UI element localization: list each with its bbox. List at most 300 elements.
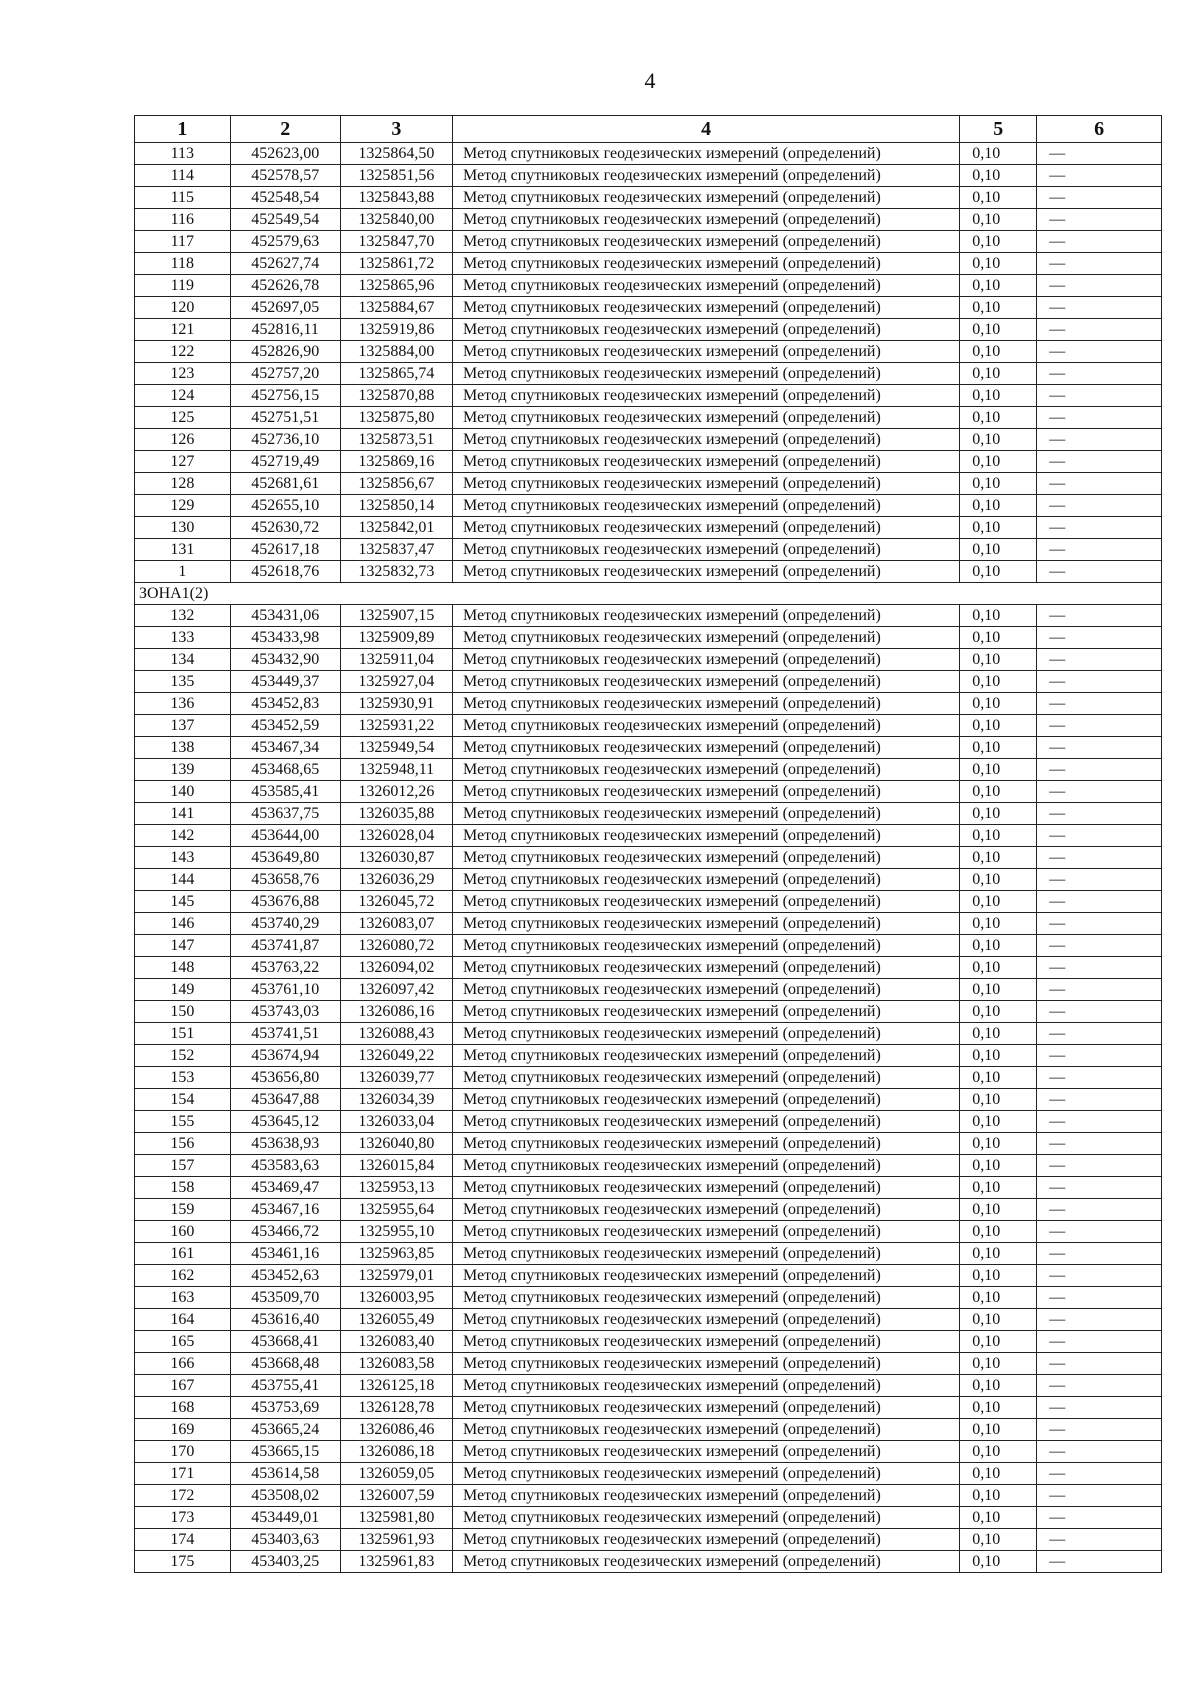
table-row [135, 1045, 1162, 1067]
note-cell: — [1037, 1089, 1162, 1111]
point-number-cell: 164 [135, 1309, 231, 1331]
accuracy-cell: 0,10 [960, 759, 1037, 781]
y-coordinate-cell: 1326080,72 [340, 935, 452, 957]
accuracy-cell: 0,10 [960, 1397, 1037, 1419]
accuracy-cell: 0,10 [960, 165, 1037, 187]
table-row [135, 363, 1162, 385]
table-row [135, 1551, 1162, 1573]
x-coordinate-cell: 453665,24 [230, 1419, 340, 1441]
note-cell: — [1037, 165, 1162, 187]
y-coordinate-cell: 1326083,07 [340, 913, 452, 935]
y-coordinate-cell: 1326035,88 [340, 803, 452, 825]
note-cell: — [1037, 1155, 1162, 1177]
note-cell: — [1037, 979, 1162, 1001]
point-number-cell: 168 [135, 1397, 231, 1419]
accuracy-cell: 0,10 [960, 275, 1037, 297]
note-cell: — [1037, 1001, 1162, 1023]
point-number-cell: 116 [135, 209, 231, 231]
accuracy-cell: 0,10 [960, 627, 1037, 649]
note-cell: — [1037, 1243, 1162, 1265]
note-cell: — [1037, 1375, 1162, 1397]
note-cell: — [1037, 539, 1162, 561]
x-coordinate-cell: 452630,72 [230, 517, 340, 539]
method-cell: Метод спутниковых геодезических измерений (определений) [453, 429, 960, 451]
note-cell: — [1037, 1309, 1162, 1331]
table-row [135, 1221, 1162, 1243]
accuracy-cell: 0,10 [960, 363, 1037, 385]
note-cell: — [1037, 1177, 1162, 1199]
table-row [135, 825, 1162, 847]
x-coordinate-cell: 452627,74 [230, 253, 340, 275]
point-number-cell: 138 [135, 737, 231, 759]
zone-label: ЗОНА1(2) [135, 583, 1162, 605]
y-coordinate-cell: 1325955,64 [340, 1199, 452, 1221]
table-row [135, 715, 1162, 737]
zone-heading-row [135, 583, 1162, 605]
accuracy-cell: 0,10 [960, 143, 1037, 165]
table-row [135, 1485, 1162, 1507]
note-cell: — [1037, 957, 1162, 979]
y-coordinate-cell: 1326094,02 [340, 957, 452, 979]
table-row [135, 1133, 1162, 1155]
x-coordinate-cell: 453741,87 [230, 935, 340, 957]
x-coordinate-cell: 453509,70 [230, 1287, 340, 1309]
page-number: 4 [644, 68, 656, 93]
accuracy-cell: 0,10 [960, 1089, 1037, 1111]
y-coordinate-cell: 1325843,88 [340, 187, 452, 209]
table-row [135, 957, 1162, 979]
method-cell: Метод спутниковых геодезических измерений (определений) [453, 1133, 960, 1155]
x-coordinate-cell: 453467,34 [230, 737, 340, 759]
accuracy-cell: 0,10 [960, 825, 1037, 847]
method-cell: Метод спутниковых геодезических измерений (определений) [453, 1353, 960, 1375]
accuracy-cell: 0,10 [960, 1221, 1037, 1243]
accuracy-cell: 0,10 [960, 671, 1037, 693]
method-cell: Метод спутниковых геодезических измерений (определений) [453, 143, 960, 165]
point-number-cell: 166 [135, 1353, 231, 1375]
accuracy-cell: 0,10 [960, 605, 1037, 627]
note-cell: — [1037, 869, 1162, 891]
method-cell: Метод спутниковых геодезических измерений (определений) [453, 363, 960, 385]
method-cell: Метод спутниковых геодезических измерений (определений) [453, 1067, 960, 1089]
accuracy-cell: 0,10 [960, 1441, 1037, 1463]
y-coordinate-cell: 1326045,72 [340, 891, 452, 913]
point-number-cell: 127 [135, 451, 231, 473]
point-number-cell: 174 [135, 1529, 231, 1551]
x-coordinate-cell: 453656,80 [230, 1067, 340, 1089]
point-number-cell: 143 [135, 847, 231, 869]
accuracy-cell: 0,10 [960, 1419, 1037, 1441]
accuracy-cell: 0,10 [960, 1133, 1037, 1155]
note-cell: — [1037, 1023, 1162, 1045]
accuracy-cell: 0,10 [960, 1023, 1037, 1045]
note-cell: — [1037, 1529, 1162, 1551]
point-number-cell: 117 [135, 231, 231, 253]
method-cell: Метод спутниковых геодезических измерений (определений) [453, 517, 960, 539]
accuracy-cell: 0,10 [960, 781, 1037, 803]
y-coordinate-cell: 1325963,85 [340, 1243, 452, 1265]
point-number-cell: 134 [135, 649, 231, 671]
y-coordinate-cell: 1325847,70 [340, 231, 452, 253]
note-cell: — [1037, 1419, 1162, 1441]
table-row [135, 209, 1162, 231]
x-coordinate-cell: 453403,25 [230, 1551, 340, 1573]
y-coordinate-cell: 1325979,01 [340, 1265, 452, 1287]
point-number-cell: 172 [135, 1485, 231, 1507]
accuracy-cell: 0,10 [960, 561, 1037, 583]
method-cell: Метод спутниковых геодезических измерений (определений) [453, 847, 960, 869]
y-coordinate-cell: 1326125,18 [340, 1375, 452, 1397]
y-coordinate-cell: 1326015,84 [340, 1155, 452, 1177]
accuracy-cell: 0,10 [960, 429, 1037, 451]
header-col-1: 1 [135, 116, 231, 143]
point-number-cell: 149 [135, 979, 231, 1001]
table-row [135, 495, 1162, 517]
note-cell: — [1037, 1199, 1162, 1221]
note-cell: — [1037, 1287, 1162, 1309]
accuracy-cell: 0,10 [960, 1375, 1037, 1397]
x-coordinate-cell: 452578,57 [230, 165, 340, 187]
accuracy-cell: 0,10 [960, 451, 1037, 473]
x-coordinate-cell: 453761,10 [230, 979, 340, 1001]
method-cell: Метод спутниковых геодезических измерений (определений) [453, 693, 960, 715]
note-cell: — [1037, 649, 1162, 671]
note-cell: — [1037, 847, 1162, 869]
method-cell: Метод спутниковых геодезических измерений (определений) [453, 165, 960, 187]
note-cell: — [1037, 363, 1162, 385]
note-cell: — [1037, 209, 1162, 231]
header-col-2: 2 [230, 116, 340, 143]
header-col-6: 6 [1037, 116, 1162, 143]
table-row [135, 517, 1162, 539]
table-row [135, 231, 1162, 253]
header-col-5: 5 [960, 116, 1037, 143]
x-coordinate-cell: 453466,72 [230, 1221, 340, 1243]
point-number-cell: 126 [135, 429, 231, 451]
table-row [135, 297, 1162, 319]
note-cell: — [1037, 605, 1162, 627]
x-coordinate-cell: 453452,63 [230, 1265, 340, 1287]
y-coordinate-cell: 1326034,39 [340, 1089, 452, 1111]
note-cell: — [1037, 275, 1162, 297]
y-coordinate-cell: 1325884,00 [340, 341, 452, 363]
y-coordinate-cell: 1326097,42 [340, 979, 452, 1001]
note-cell: — [1037, 1111, 1162, 1133]
table-row [135, 1177, 1162, 1199]
table-row [135, 1397, 1162, 1419]
y-coordinate-cell: 1325840,00 [340, 209, 452, 231]
accuracy-cell: 0,10 [960, 1309, 1037, 1331]
method-cell: Метод спутниковых геодезических измерений (определений) [453, 341, 960, 363]
x-coordinate-cell: 453649,80 [230, 847, 340, 869]
accuracy-cell: 0,10 [960, 1001, 1037, 1023]
point-number-cell: 1 [135, 561, 231, 583]
x-coordinate-cell: 453665,15 [230, 1441, 340, 1463]
note-cell: — [1037, 1441, 1162, 1463]
method-cell: Метод спутниковых геодезических измерений (определений) [453, 561, 960, 583]
point-number-cell: 115 [135, 187, 231, 209]
method-cell: Метод спутниковых геодезических измерений (определений) [453, 1243, 960, 1265]
point-number-cell: 161 [135, 1243, 231, 1265]
y-coordinate-cell: 1326028,04 [340, 825, 452, 847]
note-cell: — [1037, 1551, 1162, 1573]
point-number-cell: 175 [135, 1551, 231, 1573]
accuracy-cell: 0,10 [960, 517, 1037, 539]
y-coordinate-cell: 1326040,80 [340, 1133, 452, 1155]
accuracy-cell: 0,10 [960, 1199, 1037, 1221]
table-row [135, 253, 1162, 275]
accuracy-cell: 0,10 [960, 1551, 1037, 1573]
note-cell: — [1037, 187, 1162, 209]
accuracy-cell: 0,10 [960, 1529, 1037, 1551]
note-cell: — [1037, 913, 1162, 935]
note-cell: — [1037, 297, 1162, 319]
table-row [135, 847, 1162, 869]
x-coordinate-cell: 453763,22 [230, 957, 340, 979]
point-number-cell: 158 [135, 1177, 231, 1199]
point-number-cell: 170 [135, 1441, 231, 1463]
point-number-cell: 152 [135, 1045, 231, 1067]
point-number-cell: 148 [135, 957, 231, 979]
table-row [135, 539, 1162, 561]
table-row [135, 341, 1162, 363]
table-row [135, 891, 1162, 913]
point-number-cell: 160 [135, 1221, 231, 1243]
x-coordinate-cell: 452548,54 [230, 187, 340, 209]
y-coordinate-cell: 1326030,87 [340, 847, 452, 869]
method-cell: Метод спутниковых геодезических измерений (определений) [453, 913, 960, 935]
method-cell: Метод спутниковых геодезических измерений (определений) [453, 715, 960, 737]
y-coordinate-cell: 1325850,14 [340, 495, 452, 517]
table-row [135, 1067, 1162, 1089]
method-cell: Метод спутниковых геодезических измерений (определений) [453, 407, 960, 429]
note-cell: — [1037, 385, 1162, 407]
accuracy-cell: 0,10 [960, 1463, 1037, 1485]
accuracy-cell: 0,10 [960, 1155, 1037, 1177]
point-number-cell: 139 [135, 759, 231, 781]
point-number-cell: 165 [135, 1331, 231, 1353]
x-coordinate-cell: 453638,93 [230, 1133, 340, 1155]
point-number-cell: 146 [135, 913, 231, 935]
note-cell: — [1037, 803, 1162, 825]
accuracy-cell: 0,10 [960, 1045, 1037, 1067]
note-cell: — [1037, 1045, 1162, 1067]
table-row [135, 1309, 1162, 1331]
y-coordinate-cell: 1325909,89 [340, 627, 452, 649]
y-coordinate-cell: 1326086,16 [340, 1001, 452, 1023]
point-number-cell: 145 [135, 891, 231, 913]
note-cell: — [1037, 561, 1162, 583]
x-coordinate-cell: 452697,05 [230, 297, 340, 319]
y-coordinate-cell: 1325981,80 [340, 1507, 452, 1529]
y-coordinate-cell: 1325864,50 [340, 143, 452, 165]
accuracy-cell: 0,10 [960, 1243, 1037, 1265]
x-coordinate-cell: 453674,94 [230, 1045, 340, 1067]
point-number-cell: 130 [135, 517, 231, 539]
accuracy-cell: 0,10 [960, 319, 1037, 341]
point-number-cell: 154 [135, 1089, 231, 1111]
coordinates-table [134, 115, 1162, 1573]
note-cell: — [1037, 231, 1162, 253]
accuracy-cell: 0,10 [960, 1177, 1037, 1199]
accuracy-cell: 0,10 [960, 979, 1037, 1001]
method-cell: Метод спутниковых геодезических измерений (определений) [453, 671, 960, 693]
x-coordinate-cell: 453741,51 [230, 1023, 340, 1045]
header-col-3: 3 [340, 116, 452, 143]
method-cell: Метод спутниковых геодезических измерений (определений) [453, 231, 960, 253]
y-coordinate-cell: 1325961,93 [340, 1529, 452, 1551]
note-cell: — [1037, 1485, 1162, 1507]
point-number-cell: 129 [135, 495, 231, 517]
y-coordinate-cell: 1325931,22 [340, 715, 452, 737]
note-cell: — [1037, 781, 1162, 803]
y-coordinate-cell: 1325861,72 [340, 253, 452, 275]
point-number-cell: 131 [135, 539, 231, 561]
table-row [135, 1353, 1162, 1375]
x-coordinate-cell: 453676,88 [230, 891, 340, 913]
note-cell: — [1037, 451, 1162, 473]
accuracy-cell: 0,10 [960, 1331, 1037, 1353]
note-cell: — [1037, 341, 1162, 363]
table-row [135, 473, 1162, 495]
y-coordinate-cell: 1326059,05 [340, 1463, 452, 1485]
point-number-cell: 157 [135, 1155, 231, 1177]
y-coordinate-cell: 1326036,29 [340, 869, 452, 891]
y-coordinate-cell: 1326039,77 [340, 1067, 452, 1089]
table-row [135, 275, 1162, 297]
table-row [135, 737, 1162, 759]
point-number-cell: 137 [135, 715, 231, 737]
y-coordinate-cell: 1326088,43 [340, 1023, 452, 1045]
point-number-cell: 169 [135, 1419, 231, 1441]
accuracy-cell: 0,10 [960, 1111, 1037, 1133]
x-coordinate-cell: 453452,83 [230, 693, 340, 715]
point-number-cell: 155 [135, 1111, 231, 1133]
method-cell: Метод спутниковых геодезических измерений (определений) [453, 1177, 960, 1199]
point-number-cell: 156 [135, 1133, 231, 1155]
table-row [135, 1287, 1162, 1309]
x-coordinate-cell: 452719,49 [230, 451, 340, 473]
x-coordinate-cell: 453743,03 [230, 1001, 340, 1023]
point-number-cell: 162 [135, 1265, 231, 1287]
table-row [135, 451, 1162, 473]
x-coordinate-cell: 452623,00 [230, 143, 340, 165]
x-coordinate-cell: 453467,16 [230, 1199, 340, 1221]
method-cell: Метод спутниковых геодезических измерений (определений) [453, 209, 960, 231]
point-number-cell: 133 [135, 627, 231, 649]
table-row [135, 1507, 1162, 1529]
table-row [135, 187, 1162, 209]
x-coordinate-cell: 453432,90 [230, 649, 340, 671]
table-row [135, 1463, 1162, 1485]
point-number-cell: 167 [135, 1375, 231, 1397]
y-coordinate-cell: 1326128,78 [340, 1397, 452, 1419]
note-cell: — [1037, 627, 1162, 649]
point-number-cell: 151 [135, 1023, 231, 1045]
y-coordinate-cell: 1325851,56 [340, 165, 452, 187]
method-cell: Метод спутниковых геодезических измерений (определений) [453, 979, 960, 1001]
method-cell: Метод спутниковых геодезических измерений (определений) [453, 473, 960, 495]
method-cell: Метод спутниковых геодезических измерений (определений) [453, 605, 960, 627]
accuracy-cell: 0,10 [960, 1265, 1037, 1287]
y-coordinate-cell: 1325955,10 [340, 1221, 452, 1243]
point-number-cell: 159 [135, 1199, 231, 1221]
y-coordinate-cell: 1325961,83 [340, 1551, 452, 1573]
method-cell: Метод спутниковых геодезических измерений (определений) [453, 935, 960, 957]
x-coordinate-cell: 453461,16 [230, 1243, 340, 1265]
method-cell: Метод спутниковых геодезических измерений (определений) [453, 1419, 960, 1441]
point-number-cell: 119 [135, 275, 231, 297]
table-row [135, 1419, 1162, 1441]
accuracy-cell: 0,10 [960, 715, 1037, 737]
accuracy-cell: 0,10 [960, 957, 1037, 979]
table-row [135, 803, 1162, 825]
x-coordinate-cell: 453668,48 [230, 1353, 340, 1375]
table-row [135, 1089, 1162, 1111]
method-cell: Метод спутниковых геодезических измерений (определений) [453, 297, 960, 319]
table-row [135, 979, 1162, 1001]
note-cell: — [1037, 715, 1162, 737]
table-row [135, 759, 1162, 781]
note-cell: — [1037, 473, 1162, 495]
y-coordinate-cell: 1325865,96 [340, 275, 452, 297]
x-coordinate-cell: 452618,76 [230, 561, 340, 583]
x-coordinate-cell: 452756,15 [230, 385, 340, 407]
x-coordinate-cell: 452736,10 [230, 429, 340, 451]
accuracy-cell: 0,10 [960, 693, 1037, 715]
accuracy-cell: 0,10 [960, 253, 1037, 275]
y-coordinate-cell: 1325927,04 [340, 671, 452, 693]
point-number-cell: 135 [135, 671, 231, 693]
method-cell: Метод спутниковых геодезических измерений (определений) [453, 737, 960, 759]
table-row [135, 319, 1162, 341]
point-number-cell: 123 [135, 363, 231, 385]
x-coordinate-cell: 452617,18 [230, 539, 340, 561]
x-coordinate-cell: 453616,40 [230, 1309, 340, 1331]
note-cell: — [1037, 1133, 1162, 1155]
x-coordinate-cell: 453637,75 [230, 803, 340, 825]
method-cell: Метод спутниковых геодезических измерений (определений) [453, 1485, 960, 1507]
point-number-cell: 144 [135, 869, 231, 891]
accuracy-cell: 0,10 [960, 539, 1037, 561]
point-number-cell: 142 [135, 825, 231, 847]
x-coordinate-cell: 452816,11 [230, 319, 340, 341]
x-coordinate-cell: 452655,10 [230, 495, 340, 517]
point-number-cell: 132 [135, 605, 231, 627]
point-number-cell: 124 [135, 385, 231, 407]
note-cell: — [1037, 517, 1162, 539]
table-row [135, 935, 1162, 957]
x-coordinate-cell: 453433,98 [230, 627, 340, 649]
table-row [135, 1155, 1162, 1177]
accuracy-cell: 0,10 [960, 231, 1037, 253]
method-cell: Метод спутниковых геодезических измерений (определений) [453, 1089, 960, 1111]
note-cell: — [1037, 429, 1162, 451]
note-cell: — [1037, 935, 1162, 957]
note-cell: — [1037, 495, 1162, 517]
y-coordinate-cell: 1325948,11 [340, 759, 452, 781]
method-cell: Метод спутниковых геодезических измерений (определений) [453, 1155, 960, 1177]
method-cell: Метод спутниковых геодезических измерений (определений) [453, 1023, 960, 1045]
method-cell: Метод спутниковых геодезических измерений (определений) [453, 759, 960, 781]
table-row [135, 913, 1162, 935]
note-cell: — [1037, 143, 1162, 165]
method-cell: Метод спутниковых геодезических измерений (определений) [453, 187, 960, 209]
accuracy-cell: 0,10 [960, 803, 1037, 825]
accuracy-cell: 0,10 [960, 869, 1037, 891]
point-number-cell: 150 [135, 1001, 231, 1023]
note-cell: — [1037, 1353, 1162, 1375]
